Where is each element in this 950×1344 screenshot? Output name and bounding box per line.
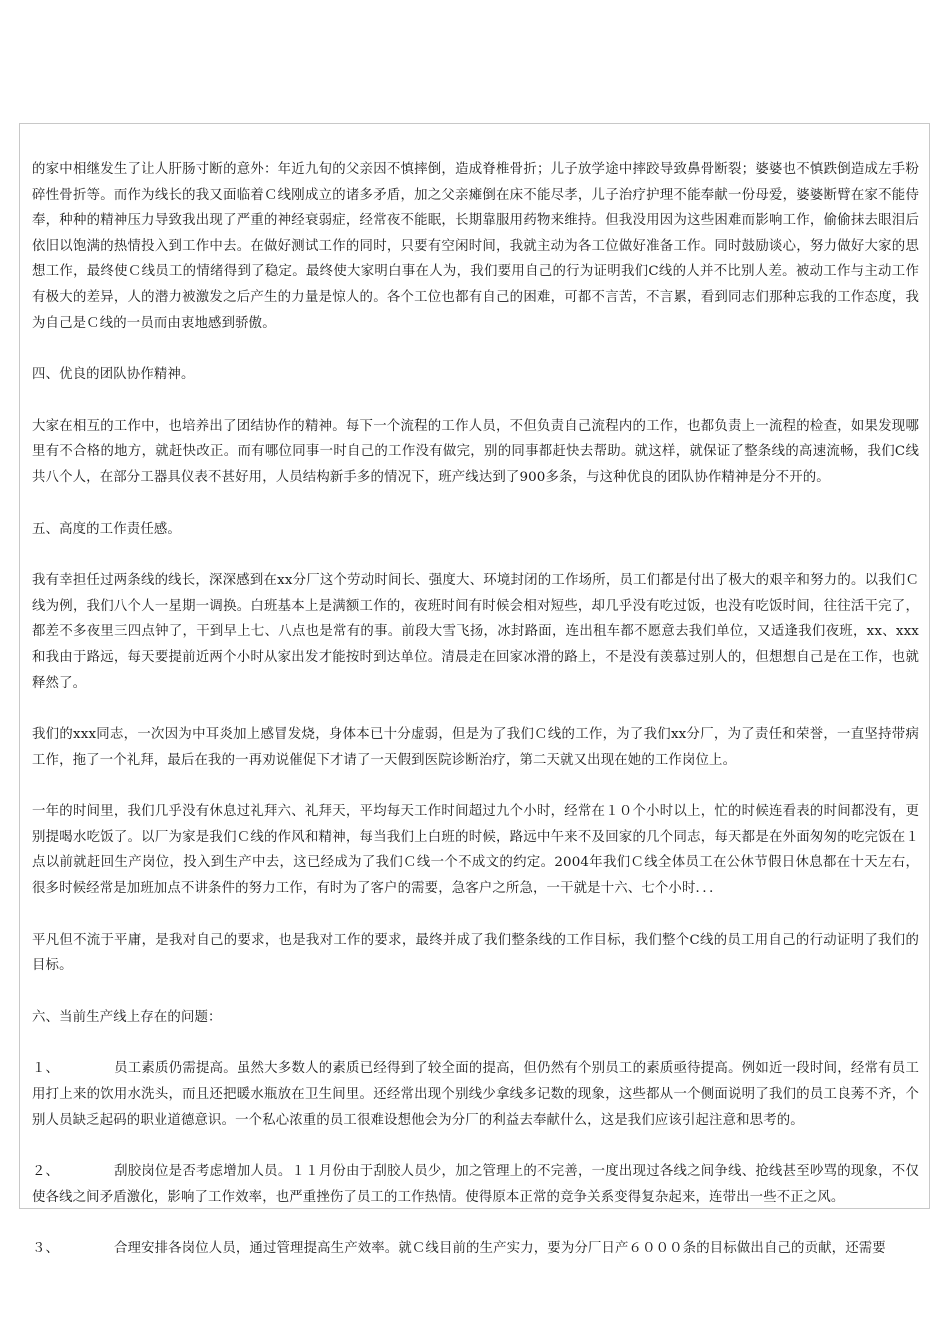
list-item-1 xyxy=(32,1056,919,1133)
heading-team-spirit: 四、优良的团队协作精神。 xyxy=(32,367,195,383)
paragraph-work-year: 一年的时间里，我们几乎没有休息过礼拜六、礼拜天，平均每天工作时间超过九个小时，经常在１０个小时以上，忙的时候连看表的时间都没有，更别提喝水吃饭了。以厂为家是我们Ｃ线的作风和精神，每当我们上白班的时候，路远中午来不及回家的几个同志，每天都是在外面匆匆的吃完饭在１点以前就赶回生产岗位，投入到生产中去，这已经成为了我们Ｃ线一个不成文的约定。2004年我们Ｃ线全体员工在公休节假日休息都在十天左右，很多时候经常是加班加点不讲条件的努力工作，有时为了客户的需要，急客户之所急，一干就是十六、七个小时．．． xyxy=(32,804,919,897)
list-item-number: ３、 xyxy=(32,1241,60,1257)
document-body xyxy=(32,157,919,1262)
list-item-3 xyxy=(32,1236,919,1262)
list-item-2 xyxy=(32,1159,919,1210)
paragraph-team-cooperation: 大家在相互的工作中，也培养出了团结协作的精神。每下一个流程的工作人员，不但负责自己流程内的工作，也都负责上一流程的检查，如果发现哪里有不合格的地方，就赶快改正。而有哪位同事一时自己的工作没有做完，别的同事都赶快去帮助。就这样，就保证了整条线的高速流畅，我们C线共八个人，在部分工器具仪表不甚好用，人员结构新手多的情况下，班产线达到了900多条，与这种优良的团队协作精神是分不开的。 xyxy=(32,418,919,485)
paragraph-goal: 平凡但不流于平庸，是我对自己的要求，也是我对工作的要求，最终并成了我们整条线的工作目标，我们整个C线的员工用自己的行动证明了我们的目标。 xyxy=(32,932,919,974)
heading-responsibility: 五、高度的工作责任感。 xyxy=(32,521,181,537)
list-item-number: ２、 xyxy=(32,1164,60,1180)
paragraph-family-hardship: 的家中相继发生了让人肝肠寸断的意外：年近九旬的父亲因不慎摔倒，造成脊椎骨折；儿子放学途中摔跤导致鼻骨断裂；婆婆也不慎跌倒造成左手粉碎性骨折等。而作为线长的我又面临着Ｃ线刚成立的诸多矛盾，加之父亲瘫倒在床不能尽孝，儿子治疗护理不能奉献一份母爱，婆婆断臂在家不能侍奉，种种的精神压力导致我出现了严重的神经衰弱症，经常夜不能眠，长期靠服用药物来维持。但我没用因为这些困难而影响工作，偷偷抹去眼泪后依旧以饱满的热情投入到工作中去。在做好测试工作的同时，只要有空闲时间，我就主动为各工位做好准备工作。同时鼓励谈心，努力做好大家的思想工作，最终使Ｃ线员工的情绪得到了稳定。最终使大家明白事在人为，我们要用自己的行为证明我们C线的人并不比别人差。被动工作与主动工作有极大的差异，人的潜力被激发之后产生的力量是惊人的。各个工位也都有自己的困难，可都不言苦，不言累，看到同志们那种忘我的工作态度，我为自己是Ｃ线的一员而由衷地感到骄傲。 xyxy=(32,162,919,331)
list-item-text: 员工素质仍需提高。虽然大多数人的素质已经得到了较全面的提高，但仍然有个别员工的素质亟待提高。例如近一段时间，经常有员工用打上来的饮用水洗头，而且还把暖水瓶放在卫生间里。还经常出现个别线少拿线多记数的现象，这些都从一个侧面说明了我们的员工良莠不齐，个别人员缺乏起码的职业道德意识。一个私心浓重的员工很难设想他会为分厂的利益去奉献什么，这是我们应该引起注意和思考的。 xyxy=(32,1061,919,1128)
heading-current-problems: 六、当前生产线上存在的问题： xyxy=(32,1009,222,1025)
list-item-number: １、 xyxy=(32,1061,60,1077)
paragraph-line-leader: 我有幸担任过两条线的线长，深深感到在xx分厂这个劳动时间长、强度大、环境封闭的工作场所，员工们都是付出了极大的艰辛和努力的。以我们Ｃ线为例，我们八个人一星期一调换。白班基本上是满额工作的，夜班时间有时候会相对短些，却几乎没有吃过饭，也没有吃饭时间，往往活干完了，都差不多夜里三四点钟了，干到早上七、八点也是常有的事。前段大雪飞扬，冰封路面，连出租车都不愿意去我们单位，又适逢我们夜班，xx、xxx和我由于路远，每天要提前近两个小时从家出发才能按时到达单位。清晨走在回家冰滑的路上，不是没有羡慕过别人的，但想想自己是在工作，也就释然了。 xyxy=(32,573,919,691)
paragraph-sick-colleague: 我们的xxx同志，一次因为中耳炎加上感冒发烧，身体本已十分虚弱，但是为了我们Ｃ线的工作，为了我们xx分厂，为了责任和荣誉，一直坚持带病工作，拖了一个礼拜，最后在我的一再劝说催促下才请了一天假到医院诊断治疗，第二天就又出现在她的工作岗位上。 xyxy=(32,727,919,768)
document-page xyxy=(19,123,930,1257)
list-item-text: 刮胶岗位是否考虑增加人员。１１月份由于刮胶人员少，加之管理上的不完善，一度出现过各线之间争线、抢线甚至吵骂的现象，不仅使各线之间矛盾激化，影响了工作效率，也严重挫伤了员工的工作热情。使得原本正常的竞争关系变得复杂起来，连带出一些不正之风。 xyxy=(32,1164,919,1205)
list-item-text: 合理安排各岗位人员，通过管理提高生产效率。就Ｃ线目前的生产实力，要为分厂日产６０００条的目标做出自己的贡献，还需要 xyxy=(114,1241,886,1257)
